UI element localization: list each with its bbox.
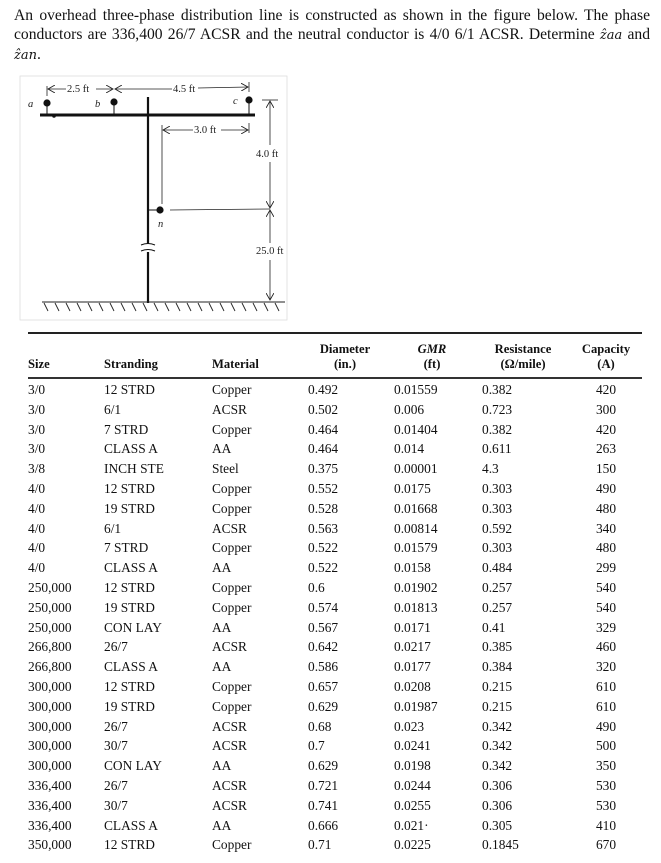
cell-capacity: 540 bbox=[595, 599, 617, 615]
header-material: Material bbox=[212, 357, 259, 371]
conductor-data-table bbox=[28, 338, 642, 855]
cell-size: 350,000 bbox=[28, 837, 72, 853]
header-stranding: Stranding bbox=[104, 357, 158, 371]
cell-diameter: 0.552 bbox=[308, 480, 339, 496]
cell-diameter: 0.528 bbox=[308, 500, 339, 516]
table-row bbox=[28, 717, 642, 737]
cell-stranding: 12 STRD bbox=[104, 678, 155, 694]
cell-material: AA bbox=[212, 441, 232, 457]
cell-stranding: 12 STRD bbox=[104, 480, 155, 496]
cell-material: ACSR bbox=[212, 797, 247, 813]
cell-gmr: 0.01902 bbox=[394, 579, 438, 595]
cell-stranding: CLASS A bbox=[104, 659, 158, 675]
cell-gmr: 0.01813 bbox=[394, 599, 438, 615]
cell-capacity: 329 bbox=[595, 619, 617, 635]
cell-stranding: INCH STE bbox=[104, 461, 164, 477]
cell-material: AA bbox=[212, 817, 232, 833]
table-row bbox=[28, 637, 642, 657]
cell-size: 3/0 bbox=[28, 441, 46, 457]
cell-resistance: 0.215 bbox=[482, 698, 513, 714]
cell-capacity: 480 bbox=[595, 540, 617, 556]
cell-capacity: 610 bbox=[595, 698, 617, 714]
cell-size: 250,000 bbox=[28, 579, 72, 595]
cell-stranding: 26/7 bbox=[104, 777, 128, 793]
cell-diameter: 0.464 bbox=[308, 421, 339, 437]
cell-stranding: 19 STRD bbox=[104, 599, 155, 615]
cell-diameter: 0.657 bbox=[308, 678, 339, 694]
cell-size: 300,000 bbox=[28, 718, 72, 734]
table-row bbox=[28, 420, 642, 440]
cell-diameter: 0.522 bbox=[308, 540, 339, 556]
cell-capacity: 460 bbox=[595, 639, 617, 655]
cell-gmr: 0.01987 bbox=[394, 698, 438, 714]
cell-diameter: 0.7 bbox=[308, 738, 325, 754]
cell-diameter: 0.741 bbox=[308, 797, 339, 813]
cell-stranding: 12 STRD bbox=[104, 837, 155, 853]
cell-stranding: CLASS A bbox=[104, 441, 158, 457]
cell-material: ACSR bbox=[212, 718, 247, 734]
cell-diameter: 0.492 bbox=[308, 382, 339, 397]
z-an-symbol: ẑan bbox=[14, 48, 37, 63]
cell-capacity: 299 bbox=[595, 560, 617, 576]
cell-resistance: 0.384 bbox=[482, 659, 513, 675]
cell-material: Steel bbox=[212, 461, 239, 477]
cell-size: 4/0 bbox=[28, 500, 46, 516]
cell-gmr: 0.0171 bbox=[394, 619, 431, 635]
cell-resistance: 0.257 bbox=[482, 579, 513, 595]
table-row bbox=[28, 538, 642, 558]
cell-diameter: 0.629 bbox=[308, 698, 339, 714]
cell-capacity: 500 bbox=[595, 738, 617, 754]
cell-resistance: 0.342 bbox=[482, 738, 513, 754]
table-row bbox=[28, 479, 642, 499]
table-row bbox=[28, 697, 642, 717]
cell-resistance: 0.1845 bbox=[482, 837, 519, 853]
cell-gmr: 0.023 bbox=[394, 718, 425, 734]
cell-material: Copper bbox=[212, 382, 252, 397]
header-gmr: GMR (ft) bbox=[417, 342, 447, 371]
cell-material: ACSR bbox=[212, 738, 247, 754]
cell-stranding: 6/1 bbox=[104, 401, 122, 417]
cell-size: 336,400 bbox=[28, 777, 72, 793]
dim-vert-upper-label: 4.0 ft bbox=[256, 149, 279, 160]
table-row bbox=[28, 439, 642, 459]
cell-diameter: 0.642 bbox=[308, 639, 339, 655]
cell-gmr: 0.01404 bbox=[394, 421, 438, 437]
cell-resistance: 0.723 bbox=[482, 401, 513, 417]
label-c: c bbox=[233, 96, 238, 107]
cell-capacity: 350 bbox=[595, 758, 617, 774]
cell-resistance: 0.382 bbox=[482, 382, 513, 397]
conductor-b bbox=[110, 98, 117, 115]
cell-gmr: 0.021· bbox=[394, 817, 429, 833]
line-configuration-figure bbox=[0, 0, 661, 330]
cell-diameter: 0.586 bbox=[308, 659, 339, 675]
cell-resistance: 4.3 bbox=[482, 461, 499, 477]
cell-diameter: 0.68 bbox=[308, 718, 332, 734]
cell-diameter: 0.6 bbox=[308, 579, 325, 595]
cell-gmr: 0.0158 bbox=[394, 560, 431, 576]
cell-size: 4/0 bbox=[28, 540, 46, 556]
cell-size: 3/0 bbox=[28, 382, 46, 397]
table-row bbox=[28, 756, 642, 776]
cell-material: Copper bbox=[212, 500, 252, 516]
table-row bbox=[28, 776, 642, 796]
cell-gmr: 0.01579 bbox=[394, 540, 438, 556]
cell-size: 300,000 bbox=[28, 758, 72, 774]
table-header-row bbox=[28, 338, 642, 376]
cell-stranding: CLASS A bbox=[104, 560, 158, 576]
cell-resistance: 0.215 bbox=[482, 678, 513, 694]
cell-capacity: 540 bbox=[595, 579, 617, 595]
table-row bbox=[28, 558, 642, 578]
cell-resistance: 0.303 bbox=[482, 540, 513, 556]
cell-resistance: 0.306 bbox=[482, 777, 513, 793]
cell-stranding: 19 STRD bbox=[104, 500, 155, 516]
cell-stranding: 26/7 bbox=[104, 639, 128, 655]
cell-gmr: 0.01668 bbox=[394, 500, 438, 516]
cell-stranding: 7 STRD bbox=[104, 421, 149, 437]
cell-diameter: 0.666 bbox=[308, 817, 339, 833]
table-top-rule bbox=[28, 332, 642, 334]
cell-size: 266,800 bbox=[28, 659, 72, 675]
pole-break-symbol bbox=[141, 244, 155, 252]
cell-gmr: 0.0244 bbox=[394, 777, 431, 793]
cell-material: AA bbox=[212, 619, 232, 635]
cell-capacity: 480 bbox=[595, 500, 617, 516]
cell-capacity: 610 bbox=[595, 678, 617, 694]
cell-gmr: 0.00001 bbox=[394, 461, 438, 477]
cell-gmr: 0.0198 bbox=[394, 758, 431, 774]
table-row bbox=[28, 835, 642, 855]
ground bbox=[42, 302, 285, 311]
cell-material: Copper bbox=[212, 837, 252, 853]
cell-stranding: 12 STRD bbox=[104, 382, 155, 397]
label-b: b bbox=[95, 99, 101, 110]
cell-material: ACSR bbox=[212, 520, 247, 536]
cell-gmr: 0.0177 bbox=[394, 659, 431, 675]
cell-resistance: 0.592 bbox=[482, 520, 513, 536]
conductor-a bbox=[43, 99, 50, 115]
dim-nc-label: 3.0 ft bbox=[194, 125, 217, 136]
cell-material: Copper bbox=[212, 599, 252, 615]
table-row bbox=[28, 598, 642, 618]
cell-size: 336,400 bbox=[28, 797, 72, 813]
cell-resistance: 0.306 bbox=[482, 797, 513, 813]
cell-stranding: 7 STRD bbox=[104, 540, 149, 556]
cell-material: ACSR bbox=[212, 639, 247, 655]
problem-text: An overhead three-phase distribution line is constructed as shown in the figure below. The phase conductors are 336,400 26/7 ACSR and the neutral conductor is 4/0 6/1 ACSR. Determine bbox=[14, 7, 650, 43]
cell-size: 250,000 bbox=[28, 619, 72, 635]
cell-diameter: 0.375 bbox=[308, 461, 339, 477]
z-aa-symbol: ẑaa bbox=[599, 28, 623, 43]
figure-frame bbox=[20, 76, 287, 320]
cell-capacity: 150 bbox=[595, 461, 617, 477]
cell-stranding: CON LAY bbox=[104, 619, 162, 635]
table-row bbox=[28, 400, 642, 420]
cell-size: 3/8 bbox=[28, 461, 46, 477]
table-row bbox=[28, 519, 642, 539]
cell-capacity: 263 bbox=[595, 441, 617, 457]
cell-stranding: 19 STRD bbox=[104, 698, 155, 714]
cell-diameter: 0.629 bbox=[308, 758, 339, 774]
cell-material: Copper bbox=[212, 421, 252, 437]
cell-resistance: 0.342 bbox=[482, 758, 513, 774]
cell-resistance: 0.611 bbox=[482, 441, 512, 457]
table-row bbox=[28, 499, 642, 519]
cell-gmr: 0.01559 bbox=[394, 382, 438, 397]
cell-stranding: CLASS A bbox=[104, 817, 158, 833]
cell-capacity: 420 bbox=[595, 382, 617, 397]
cell-material: AA bbox=[212, 659, 232, 675]
cell-stranding: 6/1 bbox=[104, 520, 122, 536]
cell-size: 266,800 bbox=[28, 639, 72, 655]
problem-end: . bbox=[36, 46, 41, 63]
table-row bbox=[28, 677, 642, 697]
cell-diameter: 0.71 bbox=[308, 837, 332, 853]
cell-diameter: 0.574 bbox=[308, 599, 339, 615]
table-row bbox=[28, 618, 642, 638]
cell-material: Copper bbox=[212, 678, 252, 694]
cell-material: Copper bbox=[212, 540, 252, 556]
table-row bbox=[28, 736, 642, 756]
cell-diameter: 0.502 bbox=[308, 401, 339, 417]
cell-material: ACSR bbox=[212, 777, 247, 793]
header-resistance: Resistance (Ω/mile) bbox=[494, 342, 552, 371]
conductor-c bbox=[245, 96, 252, 115]
cell-capacity: 420 bbox=[595, 421, 617, 437]
conductor-n bbox=[148, 206, 164, 213]
cell-material: Copper bbox=[212, 698, 252, 714]
cell-stranding: 26/7 bbox=[104, 718, 128, 734]
cell-capacity: 530 bbox=[595, 777, 617, 793]
cell-material: AA bbox=[212, 560, 232, 576]
cell-gmr: 0.00814 bbox=[394, 520, 438, 536]
cell-capacity: 530 bbox=[595, 797, 617, 813]
dim-ab-label: 2.5 ft bbox=[67, 84, 90, 95]
cell-resistance: 0.257 bbox=[482, 599, 513, 615]
cell-capacity: 300 bbox=[595, 401, 617, 417]
cell-gmr: 0.0241 bbox=[394, 738, 431, 754]
cell-diameter: 0.464 bbox=[308, 441, 339, 457]
cell-size: 300,000 bbox=[28, 678, 72, 694]
label-n: n bbox=[158, 219, 164, 230]
cell-gmr: 0.0208 bbox=[394, 678, 431, 694]
cell-resistance: 0.385 bbox=[482, 639, 513, 655]
cell-size: 3/0 bbox=[28, 401, 46, 417]
cell-stranding: 12 STRD bbox=[104, 579, 155, 595]
cell-gmr: 0.0255 bbox=[394, 797, 431, 813]
dim-vert-lower-label: 25.0 ft bbox=[256, 246, 284, 257]
cell-gmr: 0.014 bbox=[394, 441, 425, 457]
cell-diameter: 0.721 bbox=[308, 777, 339, 793]
cell-size: 4/0 bbox=[28, 480, 46, 496]
cell-capacity: 670 bbox=[595, 837, 617, 853]
cell-resistance: 0.41 bbox=[482, 619, 506, 635]
cell-size: 336,400 bbox=[28, 817, 72, 833]
cell-resistance: 0.305 bbox=[482, 817, 513, 833]
table-row bbox=[28, 376, 642, 400]
cell-diameter: 0.563 bbox=[308, 520, 339, 536]
cell-gmr: 0.0175 bbox=[394, 480, 431, 496]
header-capacity: Capacity (A) bbox=[581, 342, 631, 371]
table-row bbox=[28, 459, 642, 479]
cell-material: Copper bbox=[212, 579, 252, 595]
cell-size: 3/0 bbox=[28, 421, 46, 437]
cell-material: AA bbox=[212, 758, 232, 774]
cell-size: 250,000 bbox=[28, 599, 72, 615]
cell-resistance: 0.484 bbox=[482, 560, 513, 576]
cell-capacity: 320 bbox=[595, 659, 617, 675]
cell-resistance: 0.303 bbox=[482, 500, 513, 516]
cell-material: Copper bbox=[212, 480, 252, 496]
cell-size: 4/0 bbox=[28, 520, 46, 536]
cell-gmr: 0.006 bbox=[394, 401, 425, 417]
header-diameter: Diameter (in.) bbox=[319, 342, 371, 371]
problem-and: and bbox=[622, 26, 651, 43]
cell-diameter: 0.522 bbox=[308, 560, 339, 576]
table-row bbox=[28, 796, 642, 816]
cell-stranding: CON LAY bbox=[104, 758, 162, 774]
cell-capacity: 410 bbox=[595, 817, 617, 833]
cell-size: 300,000 bbox=[28, 698, 72, 714]
cell-diameter: 0.567 bbox=[308, 619, 339, 635]
header-size: Size bbox=[28, 357, 50, 371]
cell-stranding: 30/7 bbox=[104, 797, 128, 813]
cell-capacity: 490 bbox=[595, 480, 617, 496]
cell-resistance: 0.342 bbox=[482, 718, 513, 734]
label-a: a bbox=[28, 99, 34, 110]
table-row bbox=[28, 578, 642, 598]
cell-capacity: 340 bbox=[595, 520, 617, 536]
cell-capacity: 490 bbox=[595, 718, 617, 734]
cell-size: 4/0 bbox=[28, 560, 46, 576]
cell-gmr: 0.0217 bbox=[394, 639, 431, 655]
cell-resistance: 0.303 bbox=[482, 480, 513, 496]
dim-bc-label: 4.5 ft bbox=[173, 84, 196, 95]
cell-resistance: 0.382 bbox=[482, 421, 513, 437]
cell-size: 300,000 bbox=[28, 738, 72, 754]
cell-stranding: 30/7 bbox=[104, 738, 128, 754]
cell-material: ACSR bbox=[212, 401, 247, 417]
table-row bbox=[28, 657, 642, 677]
table-row bbox=[28, 816, 642, 836]
cell-gmr: 0.0225 bbox=[394, 837, 431, 853]
